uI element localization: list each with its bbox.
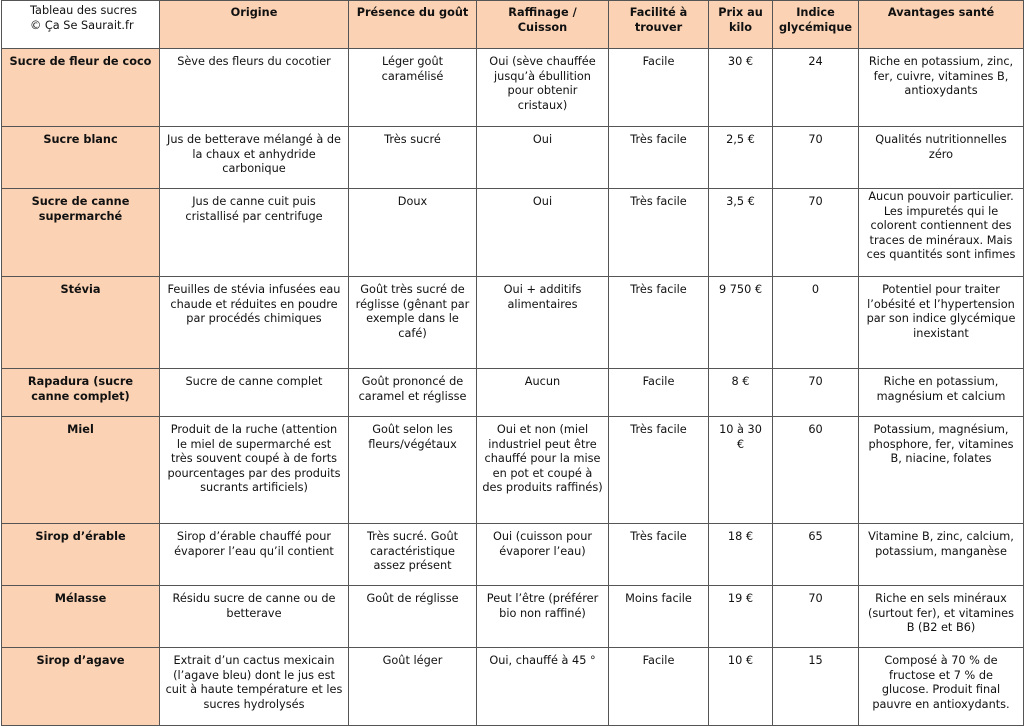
table-row <box>2 277 1024 369</box>
table-row <box>2 417 1024 524</box>
cell-origine: Produit de la ruche (attention le miel de supermarché est très souvent coupé à de forts pourcentages par des produits sucrants artificiels) <box>160 417 349 524</box>
cell-facilite: Facile <box>609 49 709 127</box>
cell-gout: Goût prononcé de caramel et réglisse <box>349 369 477 417</box>
cell-prix: 9 750 € <box>709 277 773 369</box>
cell-gout: Goût selon les fleurs/végétaux <box>349 417 477 524</box>
cell-indice: 0 <box>773 277 859 369</box>
sugar-name: Miel <box>2 417 160 524</box>
sugar-name: Sirop d’agave <box>2 648 160 726</box>
cell-facilite: Très facile <box>609 127 709 189</box>
cell-avantages: Potassium, magnésium, phosphore, fer, vitamines B, niacine, folates <box>859 417 1024 524</box>
cell-avantages: Riche en potassium, magnésium et calcium <box>859 369 1024 417</box>
cell-indice: 70 <box>773 127 859 189</box>
table-caption <box>2 1 160 49</box>
cell-prix: 3,5 € <box>709 189 773 277</box>
cell-origine: Sucre de canne complet <box>160 369 349 417</box>
cell-prix: 10 € <box>709 648 773 726</box>
sugar-name: Sucre blanc <box>2 127 160 189</box>
column-header-facilite: Facilité à trouver <box>609 1 709 49</box>
cell-avantages: Aucun pouvoir particulier. Les impuretés qui le colorent contiennent des traces de minéraux. Mais ces quantités sont infimes <box>859 189 1024 277</box>
cell-indice: 70 <box>773 189 859 277</box>
table-row <box>2 49 1024 127</box>
cell-raffinage: Oui, chauffé à 45 ° <box>477 648 609 726</box>
cell-raffinage: Oui (cuisson pour évaporer l’eau) <box>477 524 609 586</box>
sugar-name: Sirop d’érable <box>2 524 160 586</box>
cell-facilite: Très facile <box>609 524 709 586</box>
sugar-name: Sucre de fleur de coco <box>2 49 160 127</box>
cell-facilite: Facile <box>609 648 709 726</box>
cell-indice: 15 <box>773 648 859 726</box>
cell-gout: Goût de réglisse <box>349 586 477 648</box>
cell-facilite: Très facile <box>609 417 709 524</box>
table-title: Tableau des sucres <box>30 4 137 17</box>
cell-avantages: Riche en potassium, zinc, fer, cuivre, vitamines B, antioxydants <box>859 49 1024 127</box>
cell-origine: Résidu sucre de canne ou de betterave <box>160 586 349 648</box>
cell-facilite: Facile <box>609 369 709 417</box>
copyright-notice: © Ça Se Saurait.fr <box>30 18 134 32</box>
cell-origine: Sirop d’érable chauffé pour évaporer l’eau qu’il contient <box>160 524 349 586</box>
cell-facilite: Moins facile <box>609 586 709 648</box>
cell-gout: Doux <box>349 189 477 277</box>
cell-indice: 65 <box>773 524 859 586</box>
column-header-avantages: Avantages santé <box>859 1 1024 49</box>
sugar-name: Mélasse <box>2 586 160 648</box>
cell-gout: Goût léger <box>349 648 477 726</box>
table-row <box>2 648 1024 726</box>
cell-avantages: Potentiel pour traiter l’obésité et l’hypertension par son indice glycémique inexistant <box>859 277 1024 369</box>
cell-origine: Sève des fleurs du cocotier <box>160 49 349 127</box>
sugar-comparison-table <box>1 0 1024 726</box>
cell-facilite: Très facile <box>609 277 709 369</box>
cell-indice: 70 <box>773 586 859 648</box>
table-row <box>2 586 1024 648</box>
cell-prix: 8 € <box>709 369 773 417</box>
column-header-origine: Origine <box>160 1 349 49</box>
cell-origine: Extrait d’un cactus mexicain (l’agave bleu) dont le jus est cuit à haute température et les sucres hydrolysés <box>160 648 349 726</box>
sugar-name: Stévia <box>2 277 160 369</box>
cell-indice: 70 <box>773 369 859 417</box>
cell-origine: Feuilles de stévia infusées eau chaude et réduites en poudre par procédés chimiques <box>160 277 349 369</box>
header-row <box>2 1 1024 49</box>
cell-raffinage: Aucun <box>477 369 609 417</box>
cell-prix: 10 à 30 € <box>709 417 773 524</box>
cell-prix: 30 € <box>709 49 773 127</box>
cell-raffinage: Oui et non (miel industriel peut être chauffé pour la mise en pot et coupé à des produits raffinés) <box>477 417 609 524</box>
cell-prix: 19 € <box>709 586 773 648</box>
cell-origine: Jus de canne cuit puis cristallisé par centrifuge <box>160 189 349 277</box>
cell-avantages: Vitamine B, zinc, calcium, potassium, manganèse <box>859 524 1024 586</box>
table-row <box>2 524 1024 586</box>
cell-avantages: Qualités nutritionnelles zéro <box>859 127 1024 189</box>
table-row <box>2 189 1024 277</box>
cell-facilite: Très facile <box>609 189 709 277</box>
column-header-raffinage: Raffinage / Cuisson <box>477 1 609 49</box>
cell-gout: Goût très sucré de réglisse (gênant par exemple dans le café) <box>349 277 477 369</box>
cell-avantages: Riche en sels minéraux (surtout fer), et vitamines B (B2 et B6) <box>859 586 1024 648</box>
cell-avantages: Composé à 70 % de fructose et 7 % de glucose. Produit final pauvre en antioxydants. <box>859 648 1024 726</box>
cell-raffinage: Oui <box>477 189 609 277</box>
cell-prix: 2,5 € <box>709 127 773 189</box>
table-row <box>2 127 1024 189</box>
cell-raffinage: Oui <box>477 127 609 189</box>
cell-raffinage: Oui + additifs alimentaires <box>477 277 609 369</box>
column-header-prix: Prix au kilo <box>709 1 773 49</box>
cell-indice: 24 <box>773 49 859 127</box>
cell-prix: 18 € <box>709 524 773 586</box>
cell-raffinage: Peut l’être (préférer bio non raffiné) <box>477 586 609 648</box>
column-header-indice: Indice glycémique <box>773 1 859 49</box>
cell-origine: Jus de betterave mélangé à de la chaux et anhydride carbonique <box>160 127 349 189</box>
table-row <box>2 369 1024 417</box>
cell-gout: Très sucré. Goût caractéristique assez présent <box>349 524 477 586</box>
column-header-gout: Présence du goût <box>349 1 477 49</box>
cell-gout: Léger goût caramélisé <box>349 49 477 127</box>
cell-indice: 60 <box>773 417 859 524</box>
sugar-name: Sucre de canne supermarché <box>2 189 160 277</box>
sugar-name: Rapadura (sucre canne complet) <box>2 369 160 417</box>
cell-raffinage: Oui (sève chauffée jusqu’à ébullition pour obtenir cristaux) <box>477 49 609 127</box>
cell-gout: Très sucré <box>349 127 477 189</box>
